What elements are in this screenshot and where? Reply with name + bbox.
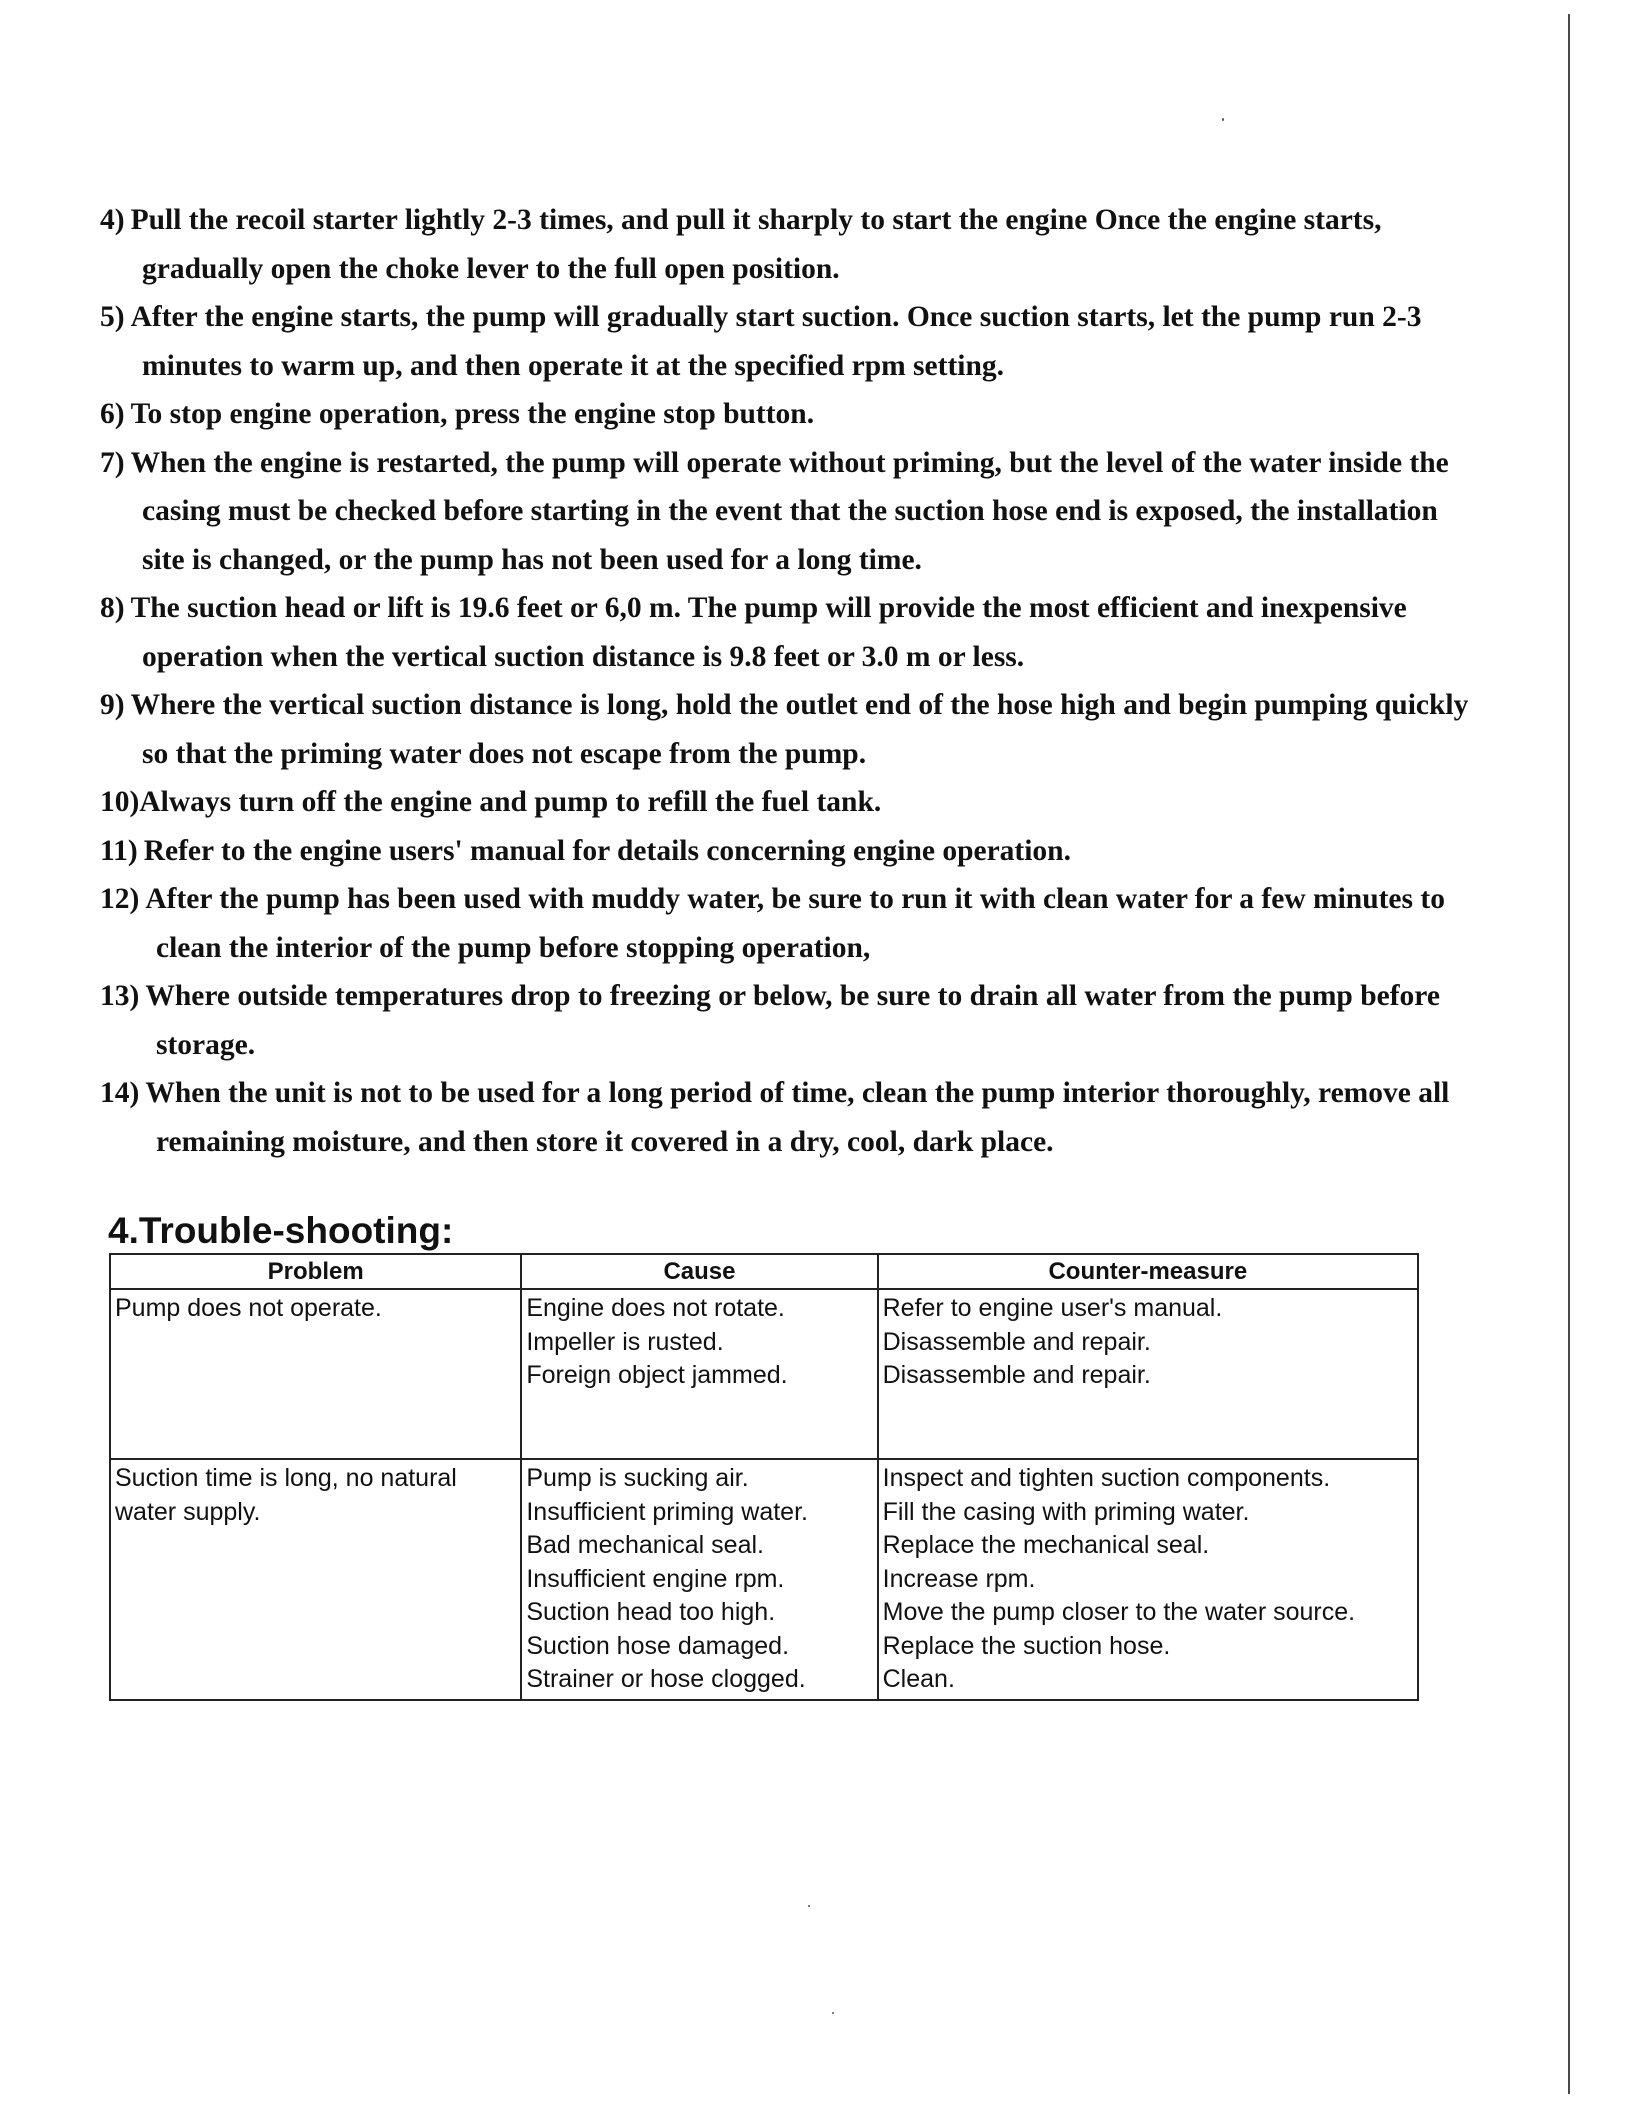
step-text: Always turn off the engine and pump to refill the fuel tank. [139,786,882,818]
scan-speck [832,2012,834,2014]
step-text: When the unit is not to be used for a long period of time, clean the pump interior thoroughly, remove all remaining moisture, and then store it covered in a dry, cool, dark place. [145,1077,1450,1158]
step-text: After the engine starts, the pump will gradually start suction. Once suction starts, let the pump run 2-3 minutes to warm up, and then operate it at the specified rpm setting. [130,301,1422,382]
troubleshooting-table [109,1253,1419,1701]
step-number: 7) [100,446,125,479]
cause-line: Suction head too high. [526,1598,776,1626]
problem-line: Suction time is long, no natural [115,1464,457,1492]
problem-cell [110,1459,521,1700]
step-14 [100,1069,1480,1166]
problem-line: water supply. [115,1497,261,1526]
cause-line: Suction hose damaged. [526,1631,790,1660]
step-number: 11) [100,834,138,867]
troubleshooting-title: 4.Trouble-shooting: [108,1210,454,1251]
problem-line: Pump does not operate. [115,1294,382,1322]
cause-line: Insufficient engine rpm. [526,1564,785,1593]
header-counter-measure: Counter-measure [878,1254,1418,1289]
step-text: After the pump has been used with muddy water, be sure to run it with clean water for a few minutes to clean the interior of the pump before stopping operation, [145,883,1445,964]
counter-measure-line: Refer to engine user's manual. [882,1294,1223,1322]
step-4 [100,196,1480,293]
scan-edge-line [1568,14,1570,2094]
step-number: 5) [100,301,125,333]
header-cause: Cause [521,1254,877,1289]
cause-line: Bad mechanical seal. [526,1531,764,1559]
counter-measure-line: Clean. [882,1665,955,1693]
cause-line: Foreign object jammed. [526,1361,788,1389]
step-number: 12) [100,883,140,915]
counter-measure-line: Replace the suction hose. [882,1631,1171,1660]
step-11 [100,827,1480,876]
step-7 [100,439,1480,585]
cause-cell [521,1459,877,1700]
counter-measure-line: Replace the mechanical seal. [882,1531,1210,1559]
cause-cell [521,1289,877,1459]
step-number: 10) [100,786,140,818]
step-number: 9) [100,689,125,721]
step-10 [100,778,1480,827]
step-text: The suction head or lift is 19.6 feet or 6,0 m. The pump will provide the most efficient and inexpensive operation when the vertical suction distance is 9.8 feet or 3.0 m or less. [130,592,1407,673]
step-text: To stop engine operation, press the engine stop button. [130,398,815,430]
step-9 [100,681,1480,778]
table-row [110,1289,1418,1459]
step-number: 14) [100,1077,140,1109]
counter-measure-cell [878,1289,1418,1459]
step-number: 4) [100,204,125,236]
step-text: Pull the recoil starter lightly 2-3 times, and pull it sharply to start the engine Once the engine starts, gradually open the choke lever to the full open position. [130,204,1382,285]
step-12 [100,875,1480,972]
table-row [110,1459,1418,1700]
step-number: 6) [100,398,125,430]
cause-line: Impeller is rusted. [526,1327,724,1356]
counter-measure-line: Disassemble and repair. [882,1361,1151,1389]
step-text: Where the vertical suction distance is long, hold the outlet end of the hose high and begin pumping quickly so that the priming water does not escape from the pump. [130,689,1469,770]
cause-line: Strainer or hose clogged. [526,1665,806,1693]
step-5 [100,293,1480,390]
table-header-row [110,1254,1418,1289]
scan-speck [1222,118,1224,121]
step-text: Refer to the engine users' manual for details concerning engine operation. [143,834,1071,867]
operation-steps [100,196,1480,1166]
scan-speck [808,1905,810,1907]
counter-measure-line: Disassemble and repair. [882,1327,1151,1356]
counter-measure-line: Inspect and tighten suction components. [882,1464,1331,1492]
cause-line: Pump is sucking air. [526,1464,749,1492]
counter-measure-line: Fill the casing with priming water. [882,1497,1250,1526]
step-number: 8) [100,592,125,624]
header-problem: Problem [110,1254,521,1289]
step-6 [100,390,1480,439]
cause-line: Insufficient priming water. [526,1497,808,1526]
problem-cell [110,1289,521,1459]
counter-measure-line: Move the pump closer to the water source. [882,1598,1356,1626]
cause-line: Engine does not rotate. [526,1294,785,1322]
counter-measure-cell [878,1459,1418,1700]
step-text: Where outside temperatures drop to freezing or below, be sure to drain all water from the pump before storage. [145,980,1440,1061]
step-8 [100,584,1480,681]
step-13 [100,972,1480,1069]
step-text: When the engine is restarted, the pump will operate without priming, but the level of the water inside the casing must be checked before starting in the event that the suction hose end is exposed, the installation site is changed, or the pump has not been used for a long time. [130,446,1449,576]
counter-measure-line: Increase rpm. [882,1564,1036,1593]
step-number: 13) [100,980,140,1012]
